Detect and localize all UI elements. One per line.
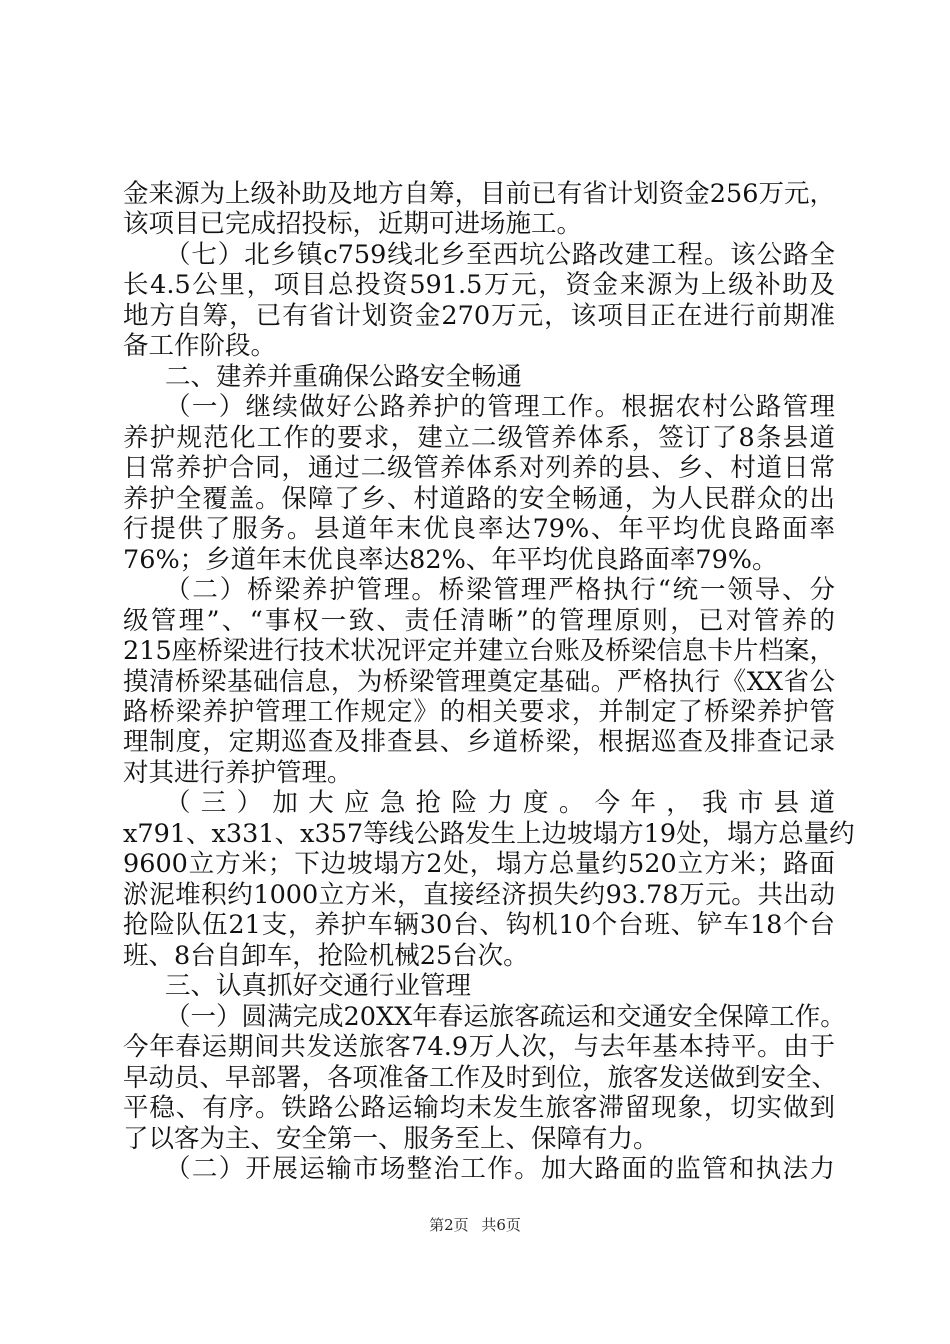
text-line: 金来源为上级补助及地方自筹，目前已有省计划资金256万元， xyxy=(123,179,835,209)
text-line: 摸清桥梁基础信息，为桥梁管理奠定基础。严格执行《XX省公 xyxy=(123,666,835,697)
text-line: （一）圆满完成20XX年春运旅客疏运和交通安全保障工作。 xyxy=(165,1001,846,1032)
text-line: 对其进行养护管理。 xyxy=(123,757,353,788)
text-line: 班、8台自卸车，抢险机械25台次。 xyxy=(123,940,529,971)
text-line: （一）继续做好公路养护的管理工作。根据农村公路管理 xyxy=(165,392,835,423)
text-line: 养护全覆盖。保障了乡、村道路的安全畅通，为人民群众的出 xyxy=(123,483,835,514)
page-number: 第2页 xyxy=(429,1216,469,1234)
page-footer xyxy=(0,1214,950,1235)
text-line: 早动员、早部署，各项准备工作及时到位，旅客发送做到安全、 xyxy=(123,1062,838,1093)
section-heading: 三、认真抓好交通行业管理 xyxy=(165,971,472,1002)
page-total: 共6页 xyxy=(481,1216,521,1234)
text-line: （二）桥梁养护管理。桥梁管理严格执行“统一领导、分 xyxy=(165,575,835,606)
text-line: （三）加大应急抢险力度。今年，我市县道 xyxy=(165,788,835,819)
text-line: 抢险队伍21支，养护车辆30台、钩机10个台班、铲车18个台 xyxy=(123,910,835,941)
text-line: 该项目已完成招投标，近期可进场施工。 xyxy=(123,209,583,240)
text-line: 日常养护合同，通过二级管养体系对列养的县、乡、村道日常 xyxy=(123,453,835,484)
text-line: 9600立方米；下边坡塌方2处，塌方总量约520立方米；路面 xyxy=(123,849,835,880)
text-line: 今年春运期间共发送旅客74.9万人次，与去年基本持平。由于 xyxy=(123,1032,835,1063)
text-line: 理制度，定期巡查及排查县、乡道桥梁，根据巡查及排查记录 xyxy=(123,727,835,758)
text-line: 了以客为主、安全第一、服务至上、保障有力。 xyxy=(123,1123,659,1154)
section-heading: 二、建养并重确保公路安全畅通 xyxy=(165,361,523,392)
text-line: 淤泥堆积约1000立方米，直接经济损失约93.78万元。共出动 xyxy=(123,879,835,910)
text-line: 长4.5公里，项目总投资591.5万元，资金来源为上级补助及 xyxy=(123,270,835,301)
text-line: 备工作阶段。 xyxy=(123,331,277,362)
text-line: x791、x331、x357等线公路发生上边坡塌方19处，塌方总量约 xyxy=(123,818,855,849)
text-line: 平稳、有序。铁路公路运输均未发生旅客滞留现象，切实做到 xyxy=(123,1093,835,1124)
text-line: 养护规范化工作的要求，建立二级管养体系，签订了8条县道 xyxy=(123,422,835,453)
text-line: 行提供了服务。县道年末优良率达79%、年平均优良路面率 xyxy=(123,514,835,545)
text-line: 路桥梁养护管理工作规定》的相关要求，并制定了桥梁养护管 xyxy=(123,696,835,727)
text-line: 级管理”、“事权一致、责任清晰”的管理原则，已对管养的 xyxy=(123,605,835,636)
text-line: （二）开展运输市场整治工作。加大路面的监管和执法力 xyxy=(165,1154,835,1185)
text-line: 215座桥梁进行技术状况评定并建立台账及桥梁信息卡片档案， xyxy=(123,636,835,667)
text-line: 地方自筹，已有省计划资金270万元，该项目正在进行前期准 xyxy=(123,300,835,331)
text-line: （七）北乡镇c759线北乡至西坑公路改建工程。该公路全 xyxy=(165,239,835,270)
text-line: 76%；乡道年末优良率达82%、年平均优良路面率79%。 xyxy=(123,544,778,575)
